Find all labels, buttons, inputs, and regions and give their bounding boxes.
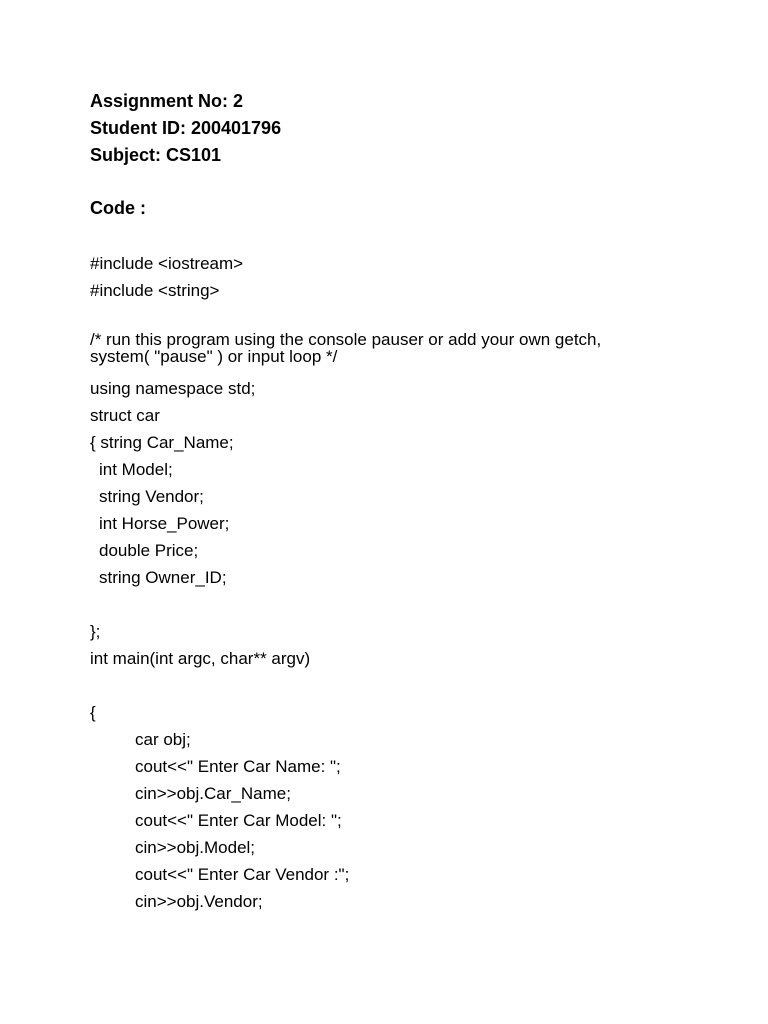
code-line-include-string: #include <string>	[90, 281, 220, 300]
code-line-stmt-2: cout<<" Enter Car Name: ";	[135, 757, 341, 776]
code-line-stmt-7: cin>>obj.Vendor;	[135, 892, 263, 911]
blank-line	[90, 672, 710, 699]
code-line-struct: struct car	[90, 406, 160, 425]
code-line-using: using namespace std;	[90, 379, 256, 398]
code-line-comment-1: /* run this program using the console pauser or add your own getch,	[90, 330, 602, 349]
code-line-struct-close: };	[90, 622, 101, 641]
code-line-field-vendor: string Vendor;	[99, 487, 204, 506]
code-line-stmt-1: car obj;	[135, 730, 191, 749]
blank-line	[90, 304, 710, 331]
assignment-header	[90, 88, 690, 169]
student-id: Student ID: 200401796	[90, 118, 282, 138]
code-line-stmt-4: cout<<" Enter Car Model: ";	[135, 811, 342, 830]
code-line-field-price: double Price;	[99, 541, 199, 560]
assignment-number: Assignment No: 2	[90, 91, 244, 111]
subject: Subject: CS101	[90, 145, 222, 165]
code-line-field-model: int Model;	[99, 460, 173, 479]
blank-line	[90, 591, 710, 618]
code-line-field-horse-power: int Horse_Power;	[99, 514, 230, 533]
code-line-main-signature: int main(int argc, char** argv)	[90, 649, 311, 668]
code-line-field-car-name: { string Car_Name;	[90, 433, 234, 452]
code-line-stmt-5: cin>>obj.Model;	[135, 838, 256, 857]
code-line-include-iostream: #include <iostream>	[90, 254, 244, 273]
code-line-field-owner-id: string Owner_ID;	[99, 568, 227, 587]
code-line-comment-2: system( "pause" ) or input loop */	[90, 347, 338, 366]
code-listing	[90, 250, 710, 915]
code-line-main-open: {	[90, 703, 96, 722]
code-line-stmt-6: cout<<" Enter Car Vendor :";	[135, 865, 350, 884]
code-line-stmt-3: cin>>obj.Car_Name;	[135, 784, 291, 803]
code-label: Code :	[90, 198, 146, 218]
